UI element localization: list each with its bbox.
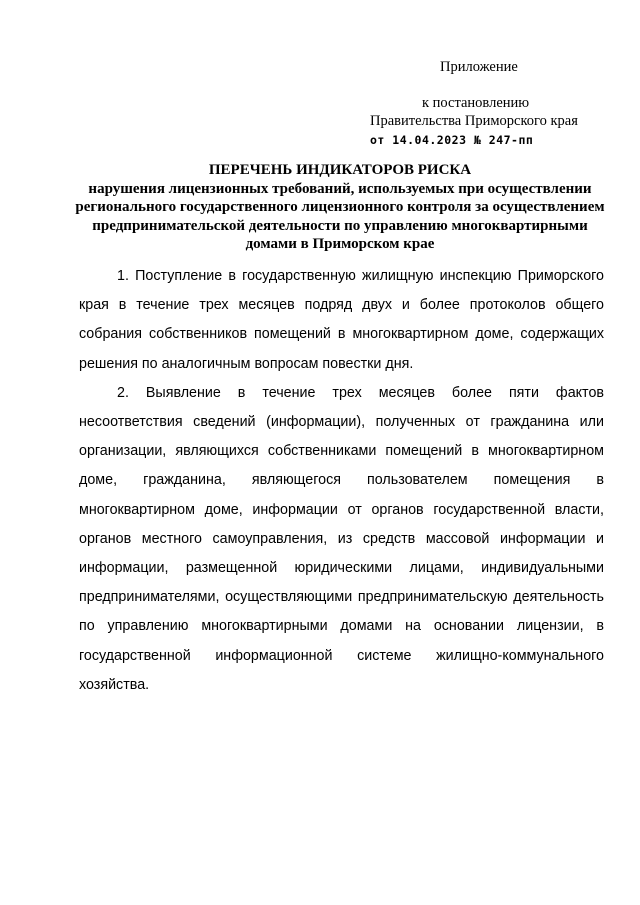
appendix-date-number: от 14.04.2023 № 247-пп: [370, 133, 534, 147]
heading-title: ПЕРЕЧЕНЬ ИНДИКАТОРОВ РИСКА: [208, 162, 472, 178]
document-heading: [70, 161, 610, 254]
document-body: [79, 262, 604, 700]
appendix-resolution-label: к постановлению: [422, 95, 530, 111]
list-item: 1. Поступление в государственную жилищную инспекцию Приморского края в течение трех месяцев подряд двух и более протоколов общего собрания собственников помещений в многоквартирном доме, содержащих решения по аналогичным вопросам повестки дня.: [79, 268, 604, 372]
appendix-title: Приложение: [440, 59, 518, 75]
list-item: 2. Выявление в течение трех месяцев более пяти фактов несоответствия сведений (информации), полученных от гражданина или организации, являющихся собственниками помещений в многоквартирном доме, гражданина, являющегося пользователем помещения в многоквартирном доме, информации от органов государственной власти, органов местного самоуправления, из средств массовой информации и информации, размещенной юридическими лицами, индивидуальными предпринимателями, осуществляющими предпринимательскую деятельность по управлению многоквартирными домами на основании лицензии, в государственной информационной системе жилищно-коммунального хозяйства.: [79, 384, 604, 693]
appendix-government: Правительства Приморского края: [370, 113, 578, 129]
heading-subtitle: нарушения лицензионных требований, используемых при осуществлении регионального государственного лицензионного контроля за осуществлением предпринимательской деятельности по управлению многоквартирными домами в Приморском крае: [75, 180, 605, 252]
